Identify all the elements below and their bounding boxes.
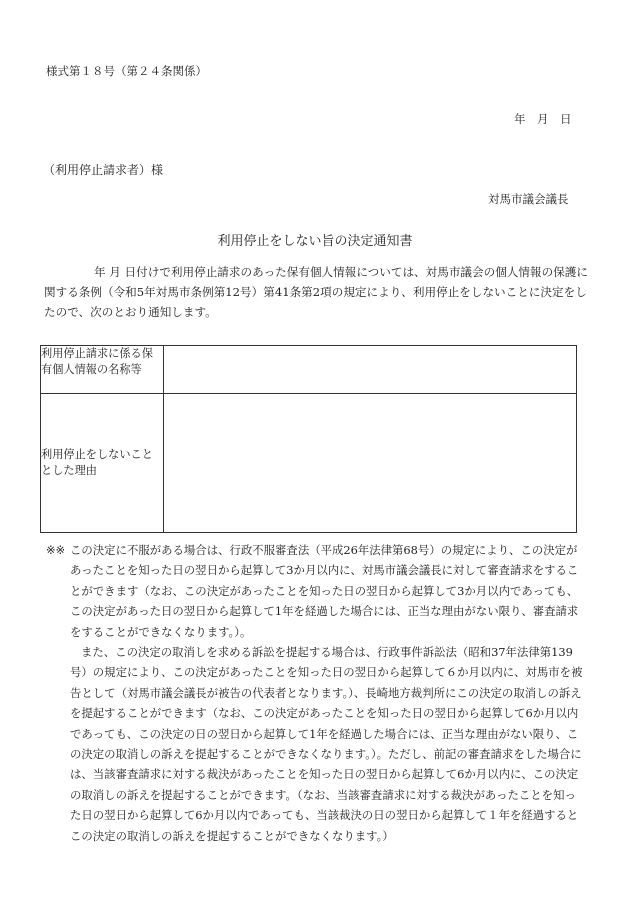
reason-label: 利用停止をしないこととした理由 [41, 394, 164, 533]
info-name-label: 利用停止請求に係る保有個人情報の名称等 [41, 346, 164, 394]
note-lawsuit: また、この決定の取消しを求める訴訟を提起する場合は、行政事件訴訟法（昭和37年法律第139号）の規定により、この決定があったことを知った日の翌日から起算して６か月以内に、対馬市を被告として（対馬市議会議長が被告の代表者となります。）、長崎地方裁判所にこの決定の取消しの訴えを提起することができます（なお、この決定があったことを知った日の翌日から起算して6か月以内であっても、この決定の日の翌日から起算して1年を経過した場合には、正当な理由がない限り、この決定の取消しの訴えを提起することができなくなります。）。ただし、前記の審査請求をした場合には、当該審査請求に対する裁決があったことを知った日の翌日から起算して6か月以内に、この決定の取消しの訴えを提起することができます。（なお、当該審査請求に対する裁決があったことを知った日の翌日から起算して6か月以内であっても、当該裁決の日の翌日から起算して１年を経過するとこの決定の取消しの訴えを提起することができなくなります。） [70, 645, 583, 843]
notes-section [46, 540, 586, 846]
note-appeal-text: この決定に不服がある場合は、行政不服審査法（平成26年法律第68号）の規定により、この決定があったことを知った日の翌日から起算して3か月以内に、対馬市議会議長に対して審査請求をすることができます（なお、この決定があったことを知った日の翌日から起算して3か月以内であっても、この決定があった日の翌日から起算して1年を経過した場合には、正当な理由がない限り、審査請求をすることができなくなります。）。 [70, 543, 579, 639]
reason-value [164, 394, 577, 533]
document-title: 利用停止をしない旨の決定通知書 [217, 234, 413, 249]
note-appeal [46, 540, 586, 642]
intro-paragraph: 年 月 日付けで利用停止請求のあった保有個人情報については、対馬市議会の個人情報の保護に関する条例（令和5年対馬市条例第12号）第41条第2項の規定により、利用停止をしないことに決定をしたので、次のとおり通知します。 [44, 265, 588, 319]
requester-salutation: （利用停止請求者）様 [43, 163, 164, 177]
info-table [40, 345, 577, 533]
issuer-name: 対馬市議会議長 [488, 192, 569, 206]
note-marker: ※※ [46, 543, 66, 557]
date-line: 年 月 日 [514, 112, 572, 126]
form-number: 様式第１８号（第２４条関係） [46, 64, 207, 78]
table-row [41, 346, 577, 394]
info-name-value [164, 346, 577, 394]
table-row [41, 394, 577, 533]
